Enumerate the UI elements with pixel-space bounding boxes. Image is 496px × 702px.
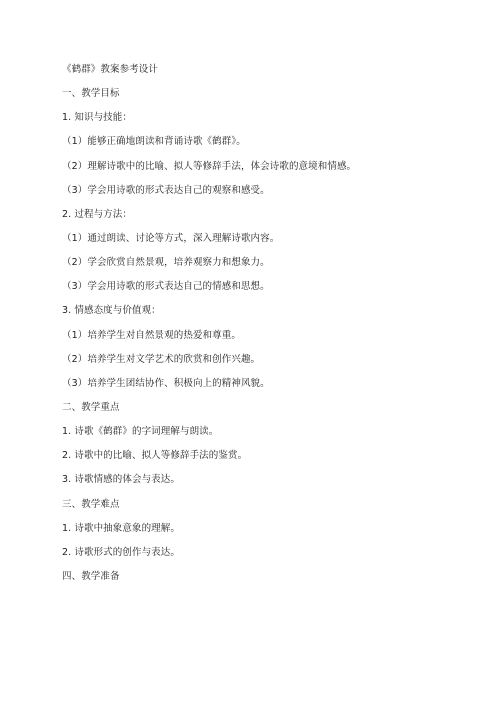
list-item: 3. 诗歌情感的体会与表达。 (62, 474, 180, 486)
list-item: 2. 诗歌形式的创作与表达。 (62, 546, 180, 558)
list-item: （1）培养学生对自然景观的热爱和尊重。 (62, 329, 241, 341)
list-item: （2）学会欣赏自然景观，培养观察力和想象力。 (62, 257, 270, 269)
list-item: （2）培养学生对文学艺术的欣赏和创作兴趣。 (62, 353, 261, 365)
list-item: （2）理解诗歌中的比喻、拟人等修辞手法，体会诗歌的意境和情感。 (62, 160, 357, 172)
document-title: 《鹤群》教案参考设计 (62, 64, 159, 75)
list-item: （3）学会用诗歌的形式表达自己的观察和感受。 (62, 184, 270, 196)
section-heading-objectives: 一、教学目标 (62, 88, 120, 100)
document-body (62, 64, 462, 595)
list-item: （1）通过朗读、讨论等方式，深入理解诗歌内容。 (62, 232, 280, 244)
subheading-knowledge-skills: 1. 知识与技能： (62, 112, 132, 124)
list-item: 1. 诗歌中抽象意象的理解。 (62, 522, 180, 534)
subheading-process-methods: 2. 过程与方法： (62, 208, 132, 220)
section-heading-key-points: 二、教学重点 (62, 401, 120, 413)
list-item: （3）学会用诗歌的形式表达自己的情感和思想。 (62, 281, 270, 293)
list-item: （3）培养学生团结协作、积极向上的精神风貌。 (62, 377, 270, 389)
list-item: 2. 诗歌中的比喻、拟人等修辞手法的鉴赏。 (62, 450, 248, 462)
section-heading-preparation: 四、教学准备 (62, 570, 120, 582)
subheading-attitudes-values: 3. 情感态度与价值观： (62, 305, 161, 317)
list-item: （1）能够正确地朗读和背诵诗歌《鹤群》。 (62, 136, 246, 148)
section-heading-difficulties: 三、教学难点 (62, 498, 120, 510)
list-item: 1. 诗歌《鹤群》的字词理解与朗读。 (62, 426, 219, 438)
